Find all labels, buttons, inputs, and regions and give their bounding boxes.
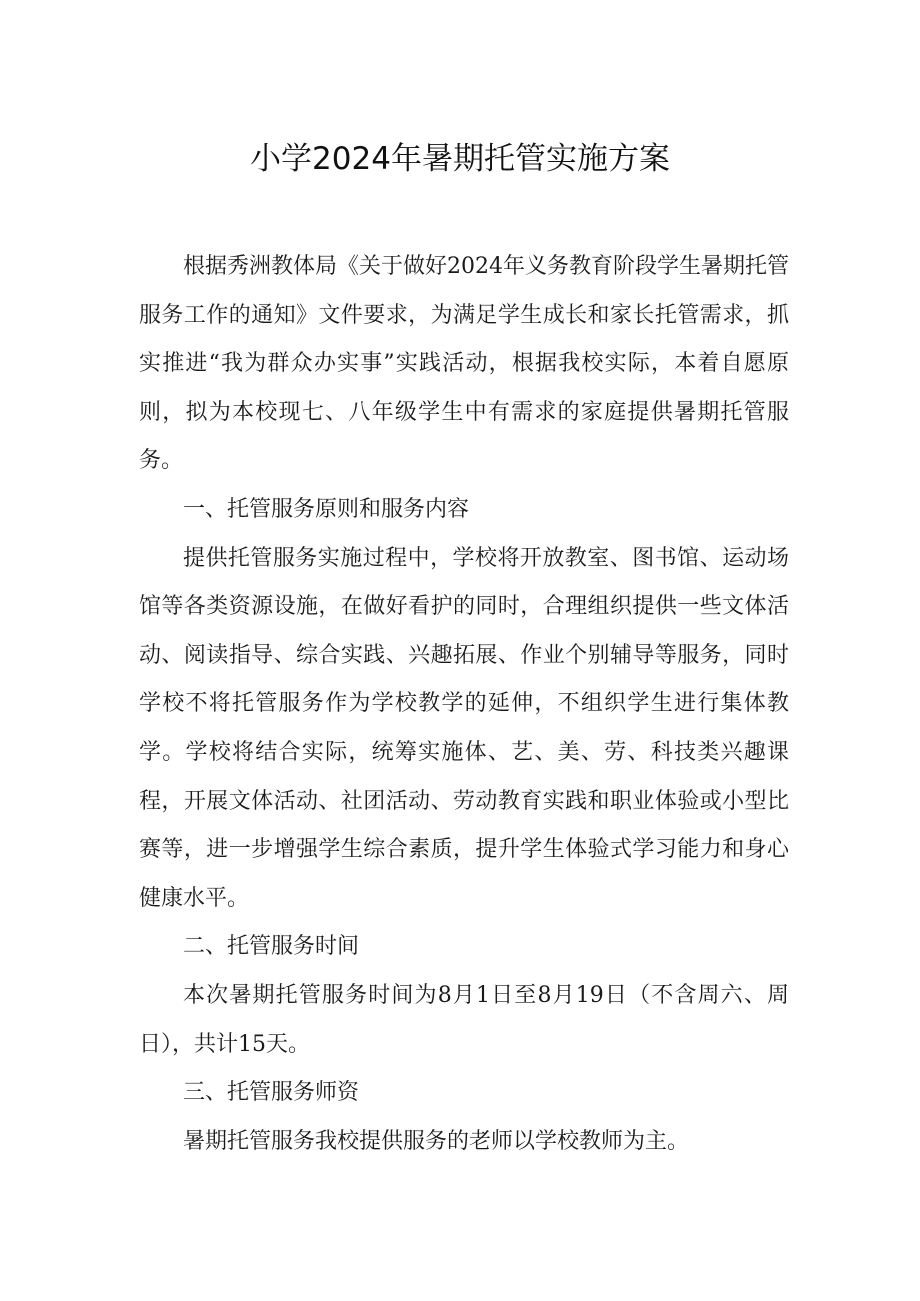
document-body <box>139 243 789 1166</box>
teachers-paragraph: 暑期托管服务我校提供服务的老师以学校教师为主。 <box>183 1128 690 1154</box>
time-paragraph: 本次暑期托管服务时间为8月1日至8月19日（不含周六、周日），共计15天。 <box>139 982 789 1057</box>
section-heading-principles: 一、托管服务原则和服务内容 <box>183 496 470 522</box>
section-heading-time: 二、托管服务时间 <box>183 934 360 960</box>
intro-paragraph: 根据秀洲教体局《关于做好2024年义务教育阶段学生暑期托管服务工作的通知》文件要求，为满足学生成长和家长托管需求，抓实推进“我为群众办实事”实践活动，根据我校实际，本着自愿原则，拟为本校现七、八年级学生中有需求的家庭提供暑期托管服务。 <box>139 254 789 474</box>
document-title: 小学2024年暑期托管实施方案 <box>250 141 670 177</box>
principles-paragraph: 提供托管服务实施过程中，学校将开放教室、图书馆、运动场馆等各类资源设施，在做好看护的同时，合理组织提供一些文体活动、阅读指导、综合实践、兴趣拓展、作业个别辅导等服务，同时学校不将托管服务作为学校教学的延伸，不组织学生进行集体教学。学校将结合实际，统筹实施体、艺、美、劳、科技类兴趣课程，开展文体活动、社团活动、劳动教育实践和职业体验或小型比赛等，进一步增强学生综合素质，提升学生体验式学习能力和身心健康水平。 <box>139 545 789 911</box>
section-heading-teachers: 三、托管服务师资 <box>183 1080 360 1106</box>
